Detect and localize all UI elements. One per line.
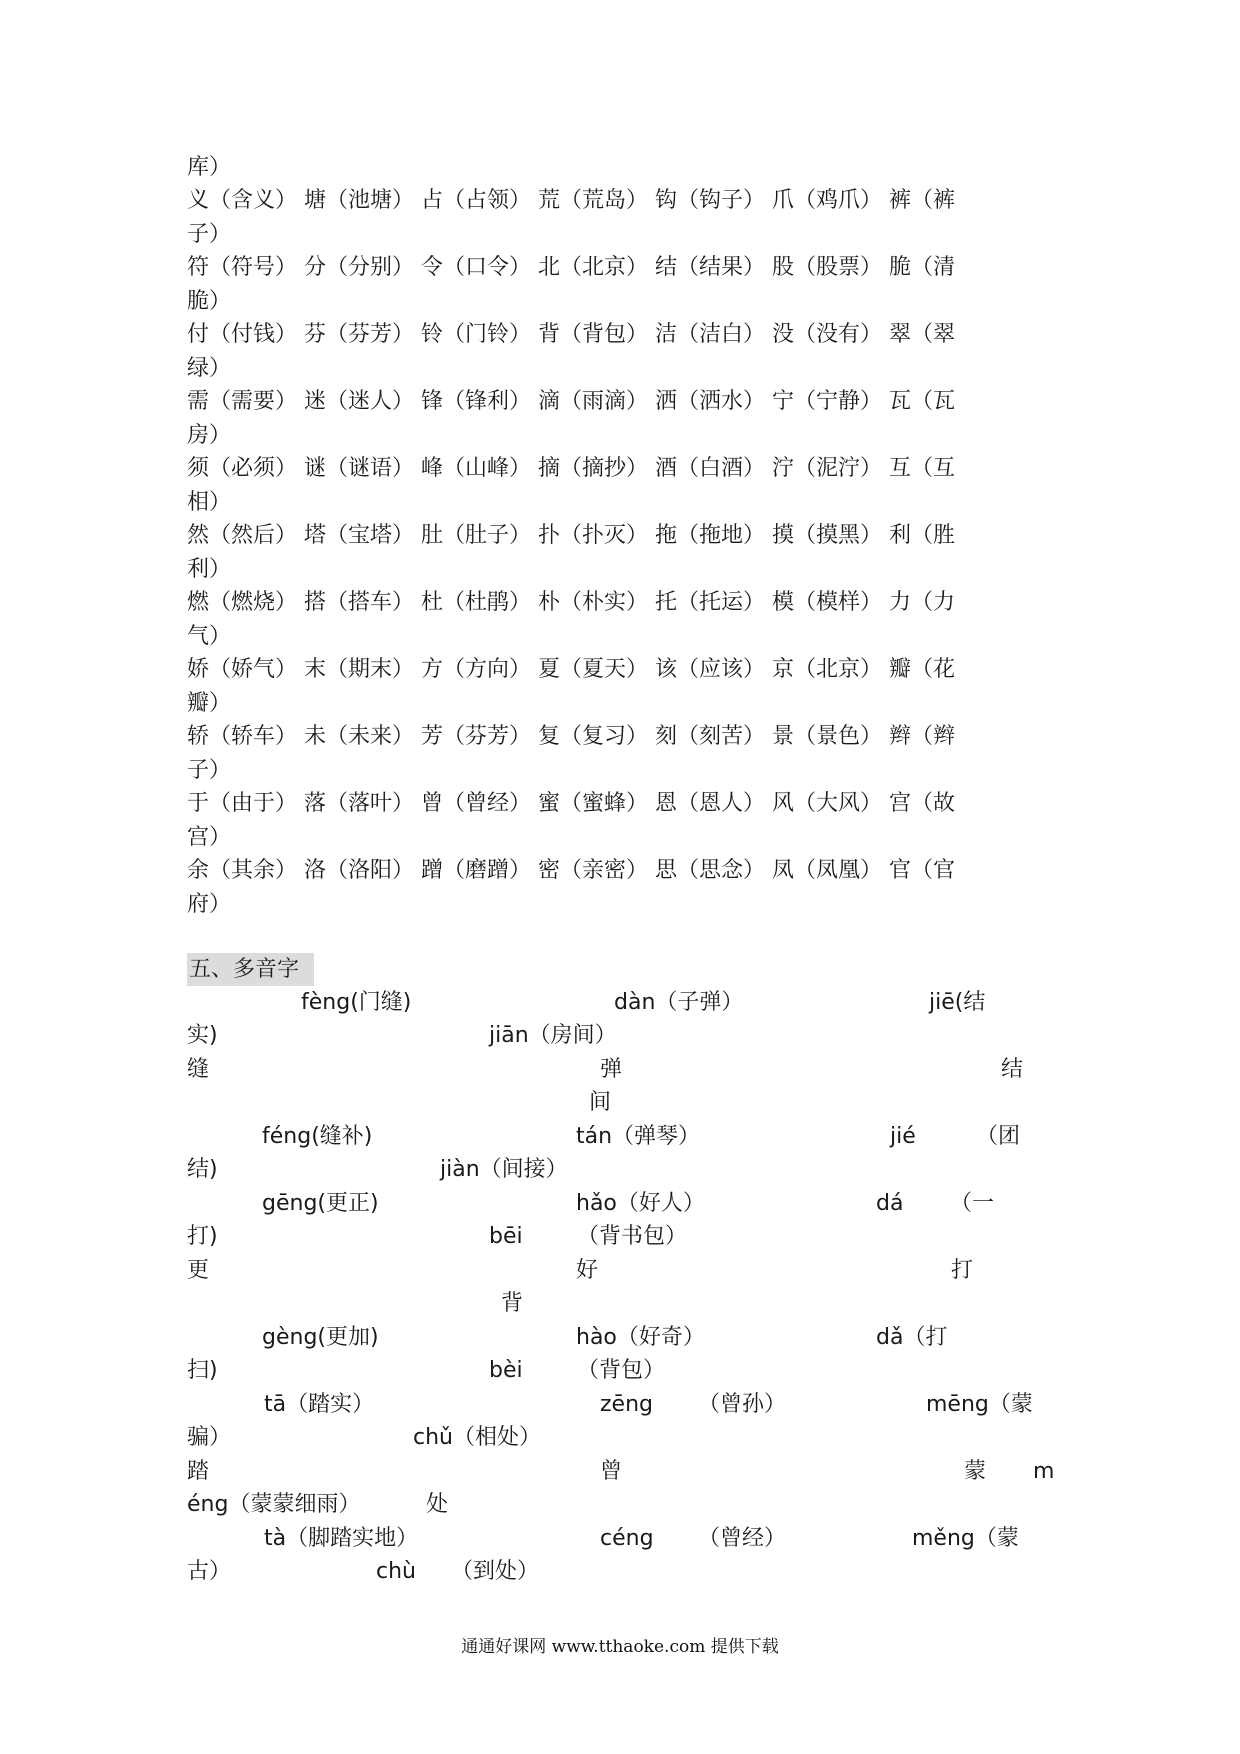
poly-entry: zēng [600, 1392, 653, 1417]
poly-entry: bēi [489, 1224, 523, 1249]
section-heading: 五、多音字 [189, 957, 300, 982]
poly-char: 曾 [600, 1459, 623, 1484]
poly-entry: （一 [950, 1191, 995, 1216]
vocab-line: 然（然后） 塔（宝塔） 肚（肚子） 扑（扑灭） 拖（拖地） 摸（摸黑） 利（胜 [187, 523, 955, 548]
poly-entry: 骗） [187, 1425, 232, 1450]
poly-entry: féng(缝补) [262, 1124, 373, 1149]
poly-char: 背 [501, 1291, 524, 1316]
vocab-line: 余（其余） 洛（洛阳） 蹭（磨蹭） 密（亲密） 思（思念） 凤（凤凰） 官（官 [187, 858, 955, 883]
vocab-line: 须（必须） 谜（谜语） 峰（山峰） 摘（摘抄） 酒（白酒） 泞（泥泞） 互（互 [187, 456, 955, 481]
poly-char: 弹 [600, 1057, 623, 1082]
poly-entry: jiē(结 [929, 990, 986, 1015]
poly-entry: 实) [187, 1023, 218, 1048]
poly-entry: gèng(更加) [262, 1325, 379, 1350]
vocab-line: 燃（燃烧） 搭（搭车） 杜（杜鹃） 朴（朴实） 托（托运） 模（模样） 力（力 [187, 590, 955, 615]
poly-char: 结 [1001, 1057, 1024, 1082]
vocab-line: 娇（娇气） 末（期末） 方（方向） 夏（夏天） 该（应该） 京（北京） 瓣（花 [187, 657, 955, 682]
vocab-line: 符（符号） 分（分别） 令（口令） 北（北京） 结（结果） 股（股票） 脆（清 [187, 255, 955, 280]
poly-line [0, 1287, 524, 1321]
poly-line [0, 1053, 1024, 1087]
poly-line [0, 1187, 995, 1221]
vocab-line: 付（付钱） 芬（芬芳） 铃（门铃） 背（背包） 洁（洁白） 没（没有） 翠（翠 [187, 322, 955, 347]
poly-entry: （背包） [577, 1358, 666, 1383]
vocab-line: 宫） [187, 825, 232, 850]
poly-entry: dǎ（打 [876, 1325, 948, 1350]
poly-line [0, 1120, 1021, 1154]
poly-entry: 结) [187, 1157, 218, 1182]
vocab-line: 义（含义） 塘（池塘） 占（占领） 荒（荒岛） 钩（钩子） 爪（鸡爪） 裤（裤 [187, 188, 955, 213]
poly-entry: bèi [489, 1358, 523, 1383]
poly-entry: tà（脚踏实地） [264, 1526, 419, 1551]
poly-entry: 扫) [187, 1358, 218, 1383]
poly-line [0, 1555, 540, 1589]
vocab-line: 相） [187, 490, 232, 515]
vocab-line: 府） [187, 892, 232, 917]
poly-line [0, 1455, 1055, 1489]
poly-entry: jié [890, 1124, 916, 1149]
poly-line [0, 1421, 541, 1455]
poly-entry: hǎo（好人） [576, 1191, 705, 1216]
poly-entry: （背书包） [577, 1224, 688, 1249]
poly-line [0, 1388, 1033, 1422]
page-footer: 通通好课网 www.tthaoke.com 提供下载 [461, 1637, 779, 1657]
poly-line [0, 1019, 617, 1053]
poly-entry: dàn（子弹） [614, 990, 744, 1015]
poly-entry: m [1033, 1459, 1055, 1484]
poly-char: 间 [589, 1090, 612, 1115]
poly-entry: mēng（蒙 [926, 1392, 1033, 1417]
poly-char: 好 [576, 1258, 599, 1283]
poly-entry: tā（踏实） [264, 1392, 375, 1417]
poly-entry: měng（蒙 [912, 1526, 1019, 1551]
poly-entry: fèng(门缝) [301, 990, 412, 1015]
poly-char: 更 [187, 1258, 210, 1283]
poly-line [0, 1354, 666, 1388]
poly-entry: dá [876, 1191, 904, 1216]
poly-char: 踏 [187, 1459, 210, 1484]
poly-entry: （曾经） [698, 1526, 787, 1551]
poly-entry: chǔ（相处） [413, 1425, 541, 1450]
vocab-line: 脆） [187, 289, 232, 314]
vocab-line: 子） [187, 758, 232, 783]
poly-entry: tán（弹琴） [576, 1124, 701, 1149]
vocab-line: 于（由于） 落（落叶） 曾（曾经） 蜜（蜜蜂） 恩（恩人） 风（大风） 宫（故 [187, 791, 955, 816]
poly-entry: 古） [187, 1559, 232, 1584]
poly-entry: jiàn（间接） [440, 1157, 568, 1182]
poly-entry: （曾孙） [698, 1392, 787, 1417]
poly-char: 缝 [187, 1057, 210, 1082]
poly-line [0, 1522, 1019, 1556]
poly-line [0, 1321, 948, 1355]
vocab-line: 利） [187, 557, 232, 582]
poly-line [0, 1488, 449, 1522]
poly-entry: éng（蒙蒙细雨） [187, 1492, 361, 1517]
vocab-line: 瓣） [187, 691, 232, 716]
poly-line [0, 1220, 688, 1254]
poly-line [0, 986, 986, 1020]
poly-char: 打 [951, 1258, 974, 1283]
poly-line [0, 1086, 612, 1120]
poly-entry: （到处） [451, 1559, 540, 1584]
poly-line [0, 1254, 974, 1288]
poly-entry: jiān（房间） [489, 1023, 617, 1048]
poly-char: 处 [426, 1492, 449, 1517]
vocab-line: 轿（轿车） 未（未来） 芳（芬芳） 复（复习） 刻（刻苦） 景（景色） 辫（辫 [187, 724, 955, 749]
vocab-line: 房） [187, 423, 232, 448]
poly-char: 蒙 [964, 1459, 987, 1484]
poly-entry: chù [376, 1559, 416, 1584]
poly-entry: （团 [976, 1124, 1021, 1149]
poly-entry: 打) [187, 1224, 218, 1249]
vocab-line: 子） [187, 222, 232, 247]
poly-entry: céng [600, 1526, 654, 1551]
poly-entry: gēng(更正) [262, 1191, 379, 1216]
vocab-line: 库） [187, 155, 232, 180]
vocab-line: 绿） [187, 356, 232, 381]
vocab-line: 需（需要） 迷（迷人） 锋（锋利） 滴（雨滴） 洒（洒水） 宁（宁静） 瓦（瓦 [187, 389, 955, 414]
vocab-line: 气） [187, 624, 232, 649]
poly-entry: hào（好奇） [576, 1325, 705, 1350]
poly-line [0, 1153, 568, 1187]
